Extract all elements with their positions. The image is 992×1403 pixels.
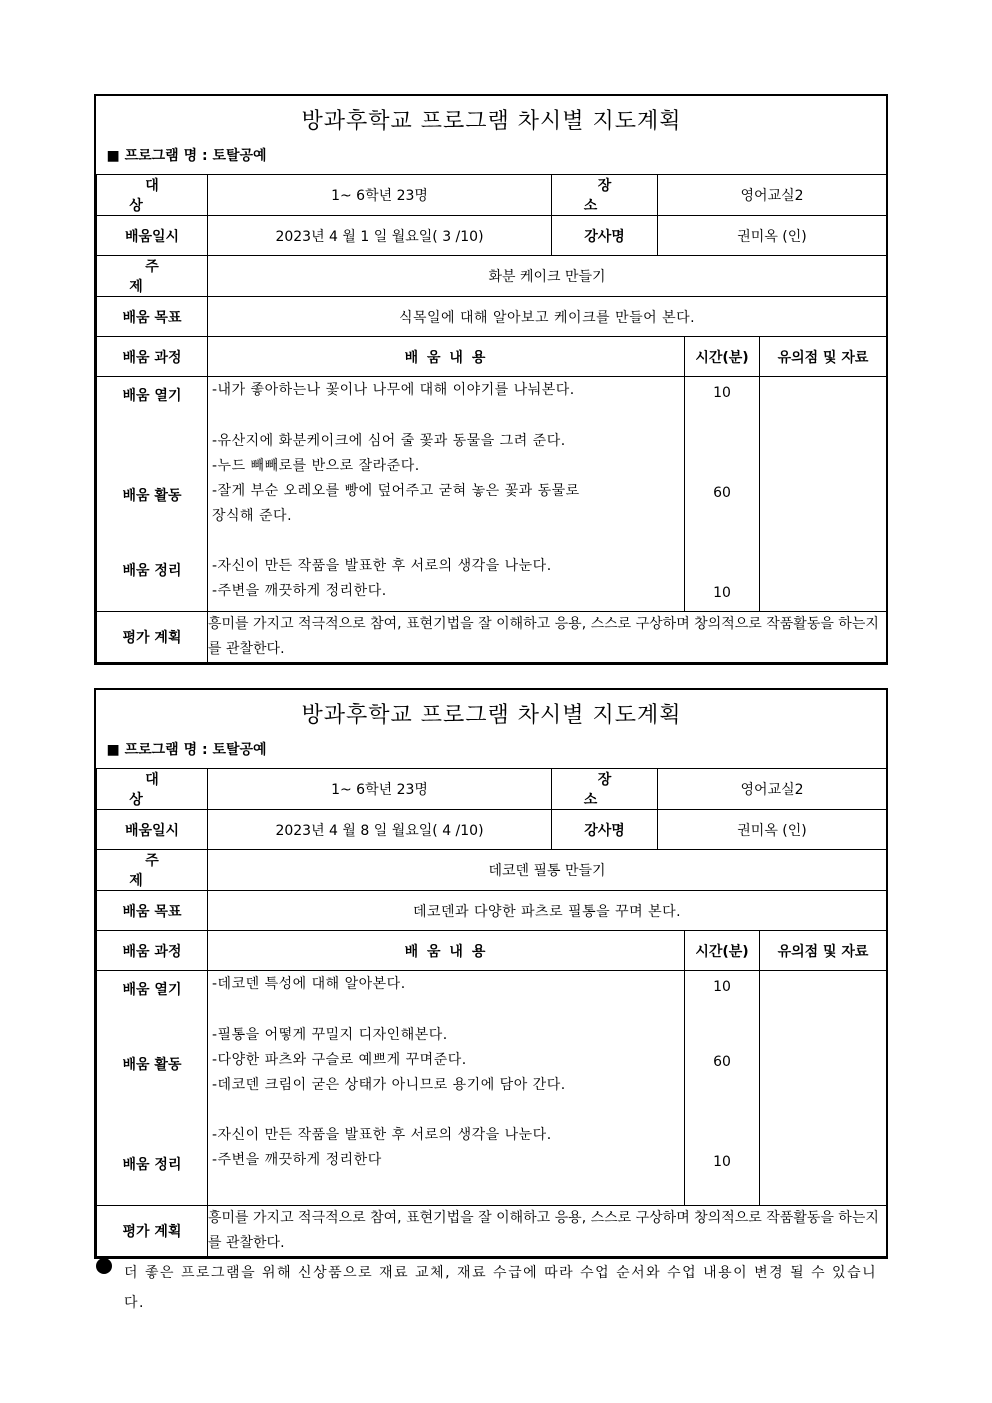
stage-open: 배움 열기 (122, 982, 182, 998)
lesson-plan-2 (94, 688, 888, 1259)
place-label: 장소 (583, 178, 640, 214)
time-label: 시간(분) (685, 337, 760, 377)
teacher-label: 강사명 (552, 810, 658, 850)
eval-label: 평가 계획 (97, 612, 208, 663)
content-line: -내가 좋아하는나 꽃이나 나무에 대해 이야기를 나눠본다. (212, 382, 575, 398)
time-label: 시간(분) (685, 931, 760, 971)
content-label: 배 움 내 용 (208, 931, 685, 971)
eval-label: 평가 계획 (97, 1206, 208, 1257)
topic-value: 데코덴 필통 만들기 (208, 850, 887, 891)
notes-cell (760, 377, 887, 612)
notes-label: 유의점 및 자료 (760, 337, 887, 377)
time-column (685, 377, 760, 612)
stage-activity: 배움 활동 (122, 488, 182, 504)
eval-value: 흥미를 가지고 적극적으로 참여, 표현기법을 잘 이해하고 응용, 스스로 구상하며 창의적으로 작품활동을 하는지를 관찰한다. (208, 1206, 887, 1257)
plan-title: 방과후학교 프로그램 차시별 지도계획 (301, 703, 682, 728)
content-line: -잘게 부순 오레오를 빵에 덮어주고 굳혀 놓은 꽃과 동물로 (212, 483, 580, 499)
time-close: 10 (713, 1154, 731, 1170)
content-line: -유산지에 화분케이크에 심어 줄 꽃과 동물을 그려 준다. (212, 433, 566, 449)
target-value: 1~ 6학년 23명 (208, 769, 552, 810)
footer-note: 더 좋은 프로그램을 위해 신상품으로 재료 교체, 재료 수급에 따라 수업 순서와 수업 내용이 변경 될 수 있습니다. (124, 1265, 878, 1311)
content-cell (208, 377, 685, 612)
goal-label: 배움 목표 (97, 297, 208, 337)
date-label: 배움일시 (97, 216, 208, 256)
place-value: 영어교실2 (658, 769, 887, 810)
content-cell (208, 971, 685, 1206)
eval-value: 흥미를 가지고 적극적으로 참여, 표현기법을 잘 이해하고 응용, 스스로 구상하며 창의적으로 작품활동을 하는지를 관찰한다. (208, 612, 887, 663)
stage-column (97, 377, 208, 612)
topic-label: 주제 (129, 853, 191, 889)
topic-value: 화분 케이크 만들기 (208, 256, 887, 297)
date-value: 2023년 4 월 8 일 월요일( 4 /10) (208, 810, 552, 850)
time-activity: 60 (713, 1054, 731, 1070)
content-line: -자신이 만든 작품을 발표한 후 서로의 생각을 나눈다. (212, 1127, 552, 1143)
lesson-plan-1 (94, 94, 888, 665)
stage-open: 배움 열기 (122, 388, 182, 404)
goal-value: 식목일에 대해 알아보고 케이크를 만들어 본다. (208, 297, 887, 337)
stage-column (97, 971, 208, 1206)
program-name: ■ 프로그램 명 : 토탈공예 (106, 742, 267, 758)
stage-activity: 배움 활동 (122, 1057, 182, 1073)
place-label: 장소 (583, 772, 640, 808)
place-value: 영어교실2 (658, 175, 887, 216)
teacher-value: 권미옥 (인) (658, 810, 887, 850)
target-label: 대상 (129, 178, 191, 214)
time-close: 10 (713, 585, 731, 601)
date-label: 배움일시 (97, 810, 208, 850)
goal-value: 데코덴과 다양한 파츠로 필통을 꾸며 본다. (208, 891, 887, 931)
target-label: 대상 (129, 772, 191, 808)
time-open: 10 (713, 979, 731, 995)
content-line: -데코덴 크림이 굳은 상태가 아니므로 용기에 담아 간다. (212, 1077, 566, 1093)
topic-label: 주제 (129, 259, 191, 295)
stage-close: 배움 정리 (122, 563, 182, 579)
teacher-label: 강사명 (552, 216, 658, 256)
content-line: 장식해 준다. (212, 508, 293, 524)
time-activity: 60 (713, 485, 731, 501)
goal-label: 배움 목표 (97, 891, 208, 931)
plan-title: 방과후학교 프로그램 차시별 지도계획 (301, 109, 682, 134)
content-line: -자신이 만든 작품을 발표한 후 서로의 생각을 나눈다. (212, 558, 552, 574)
teacher-value: 권미옥 (인) (658, 216, 887, 256)
content-label: 배 움 내 용 (208, 337, 685, 377)
notes-cell (760, 971, 887, 1206)
process-label: 배움 과정 (97, 337, 208, 377)
content-line: -누드 빼빼로를 반으로 잘라준다. (212, 458, 420, 474)
time-open: 10 (713, 385, 731, 401)
stage-close: 배움 정리 (122, 1157, 182, 1173)
notes-label: 유의점 및 자료 (760, 931, 887, 971)
date-value: 2023년 4 월 1 일 월요일( 3 /10) (208, 216, 552, 256)
content-line: -필통을 어떻게 꾸밀지 디자인해본다. (212, 1027, 448, 1043)
time-column (685, 971, 760, 1206)
target-value: 1~ 6학년 23명 (208, 175, 552, 216)
content-line: -데코덴 특성에 대해 알아본다. (212, 976, 406, 992)
content-line: -다양한 파츠와 구슬로 예쁘게 꾸며준다. (212, 1052, 467, 1068)
program-name: ■ 프로그램 명 : 토탈공예 (106, 148, 267, 164)
process-label: 배움 과정 (97, 931, 208, 971)
content-line: -주변을 깨끗하게 정리한다 (212, 1152, 382, 1168)
content-line: -주변을 깨끗하게 정리한다. (212, 583, 387, 599)
